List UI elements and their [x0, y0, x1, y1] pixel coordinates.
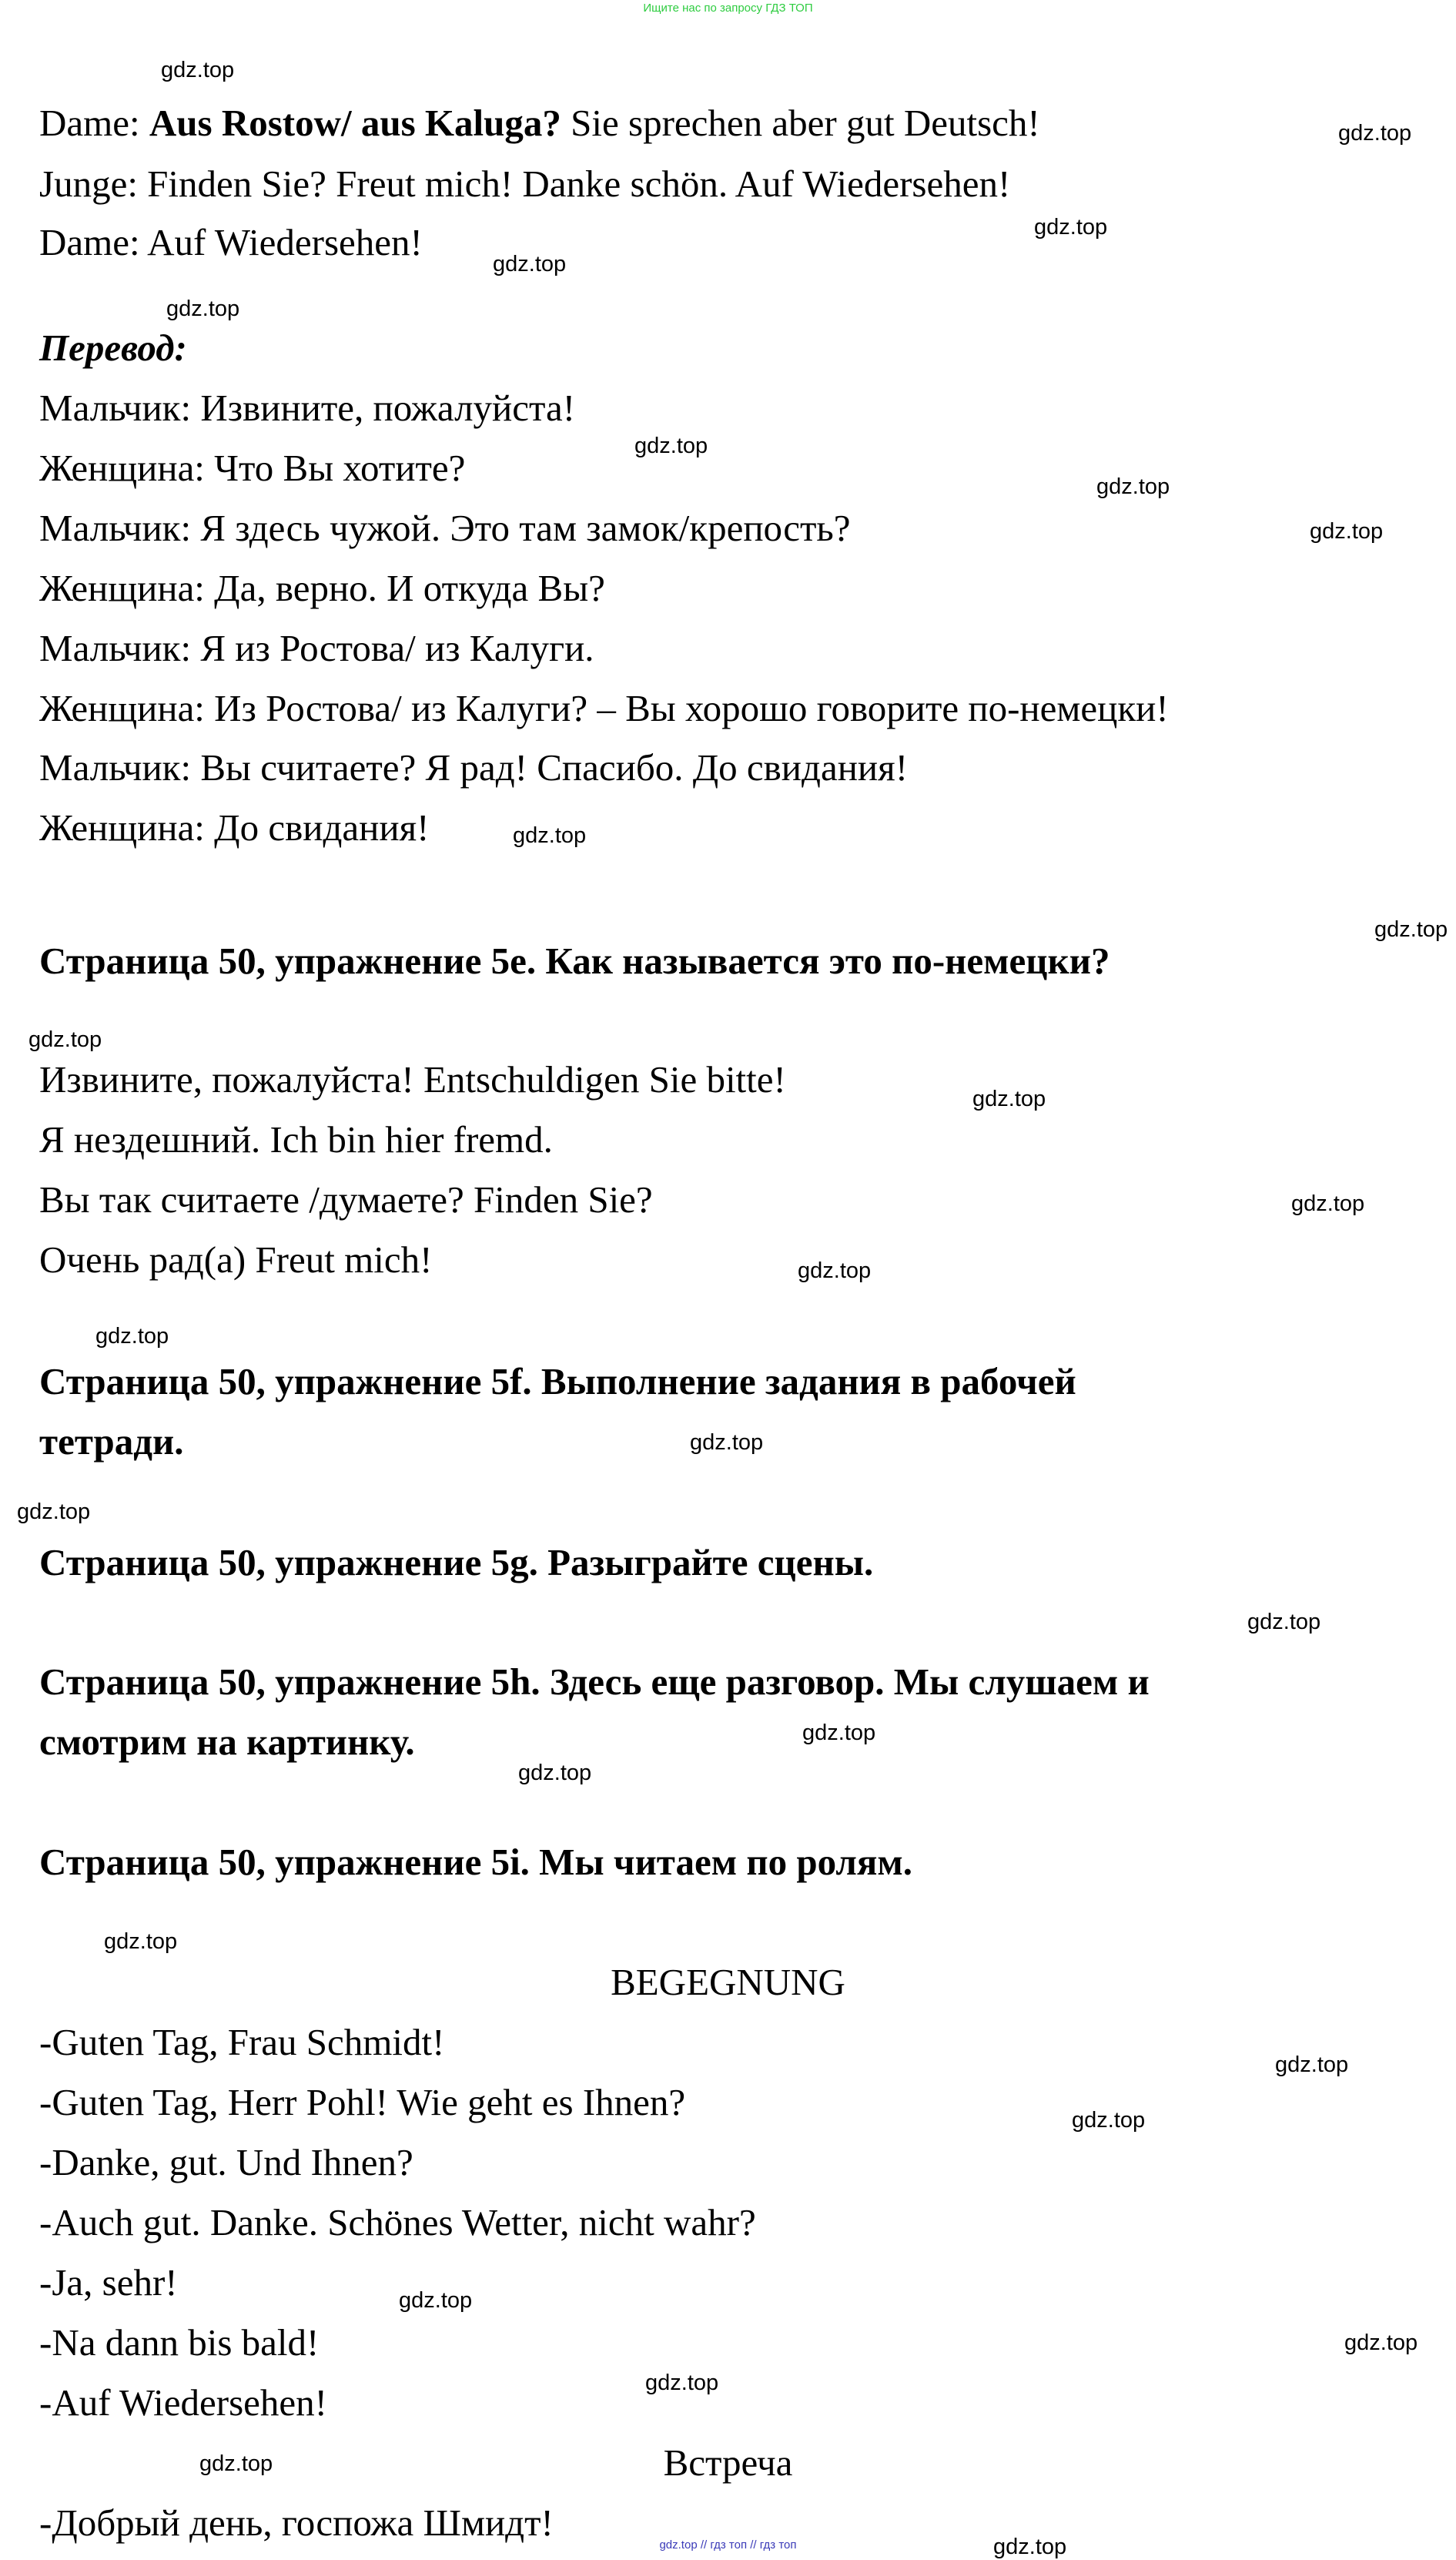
begegnung-line: -Na dann bis bald! [39, 2321, 320, 2364]
watermark: gdz.top [17, 1499, 91, 1524]
watermark: gdz.top [1072, 2108, 1146, 2133]
begegnung-line: -Auch gut. Danke. Schönes Wetter, nicht wahr? [39, 2201, 756, 2243]
translation-line: Мальчик: Извините, пожалуйста! [39, 387, 576, 429]
watermark: gdz.top [1291, 1191, 1365, 1216]
watermark: gdz.top [972, 1087, 1046, 1111]
watermark: gdz.top [518, 1761, 592, 1785]
watermark: gdz.top [1374, 917, 1448, 942]
dialogue-rest: Sie sprechen aber gut Deutsch! [561, 102, 1040, 144]
watermark: gdz.top [1034, 215, 1108, 240]
watermark: gdz.top [493, 252, 567, 276]
watermark: gdz.top [95, 1324, 169, 1349]
watermark: gdz.top [690, 1430, 764, 1455]
watermark: gdz.top [1247, 1610, 1321, 1634]
translation-line: Мальчик: Я из Ростова/ из Калуги. [39, 627, 594, 669]
watermark: gdz.top [28, 1027, 102, 1052]
watermark: gdz.top [513, 823, 587, 848]
translation-line: Женщина: Да, верно. И откуда Вы? [39, 567, 605, 609]
watermark: gdz.top [161, 58, 235, 82]
watermark: gdz.top [199, 2451, 273, 2476]
begegnung-line: -Guten Tag, Frau Schmidt! [39, 2021, 445, 2063]
watermark: gdz.top [1275, 2052, 1349, 2077]
watermark: gdz.top [166, 297, 240, 321]
vstrecha-line: -Добрый день, госпожа Шмидт! [39, 2501, 554, 2544]
watermark: gdz.top [798, 1258, 872, 1283]
dialogue-line-3: Dame: Auf Wiedersehen! [39, 221, 423, 263]
bold-phrase: Aus Rostow/ aus Kaluga? [149, 102, 561, 144]
ex5e-line: Очень рад(а) Freut mich! [39, 1238, 433, 1281]
dialogue-line-1 [39, 100, 1040, 146]
ex5e-line: Извините, пожалуйста! Entschuldigen Sie bitte! [39, 1058, 786, 1101]
ex5e-heading: Страница 50, упражнение 5e. Как называется это по-немецки? [39, 940, 1110, 982]
ex5h-heading-1: Страница 50, упражнение 5h. Здесь еще разговор. Мы слушаем и [39, 1660, 1150, 1703]
watermark: gdz.top [104, 1929, 178, 1954]
watermark: gdz.top [1344, 2330, 1418, 2355]
translation-line: Женщина: Из Ростова/ из Калуги? – Вы хорошо говорите по-немецки! [39, 687, 1169, 729]
ex5i-heading: Страница 50, упражнение 5i. Мы читаем по ролям. [39, 1841, 913, 1883]
watermark: gdz.top [634, 434, 708, 458]
translation-line: Мальчик: Вы считаете? Я рад! Спасибо. До свидания! [39, 746, 909, 789]
begegnung-title: BEGEGNUNG [611, 1961, 845, 2003]
begegnung-line: -Auf Wiedersehen! [39, 2381, 327, 2424]
begegnung-line: -Guten Tag, Herr Pohl! Wie geht es Ihnen? [39, 2081, 686, 2123]
translation-line: Мальчик: Я здесь чужой. Это там замок/крепость? [39, 507, 851, 549]
speaker-label: Dame: [39, 102, 140, 144]
ex5e-line: Вы так считаете /думаете? Finden Sie? [39, 1178, 653, 1221]
translation-line: Женщина: Что Вы хотите? [39, 447, 466, 489]
begegnung-line: -Danke, gut. Und Ihnen? [39, 2141, 413, 2183]
watermark: gdz.top [993, 2535, 1067, 2559]
translation-title: Перевод: [39, 327, 187, 369]
ex5f-heading-1: Страница 50, упражнение 5f. Выполнение задания в рабочей [39, 1360, 1076, 1402]
watermark: gdz.top [1338, 121, 1412, 146]
watermark: gdz.top [1096, 474, 1170, 499]
ex5h-heading-2: смотрим на картинку. [39, 1721, 415, 1763]
dialogue-line-2: Junge: Finden Sie? Freut mich! Danke schön. Auf Wiedersehen! [39, 163, 1011, 205]
vstrecha-title: Встреча [663, 2441, 793, 2484]
ex5g-heading: Страница 50, упражнение 5g. Разыграйте сцены. [39, 1541, 874, 1583]
top-banner: Ищите нас по запросу ГДЗ ТОП [643, 2, 813, 15]
begegnung-line: -Ja, sehr! [39, 2261, 178, 2304]
bottom-banner: gdz.top // гдз топ // гдз топ [659, 2538, 797, 2552]
ex5e-line: Я нездешний. Ich bin hier fremd. [39, 1118, 553, 1161]
watermark: gdz.top [802, 1721, 876, 1745]
translation-line: Женщина: До свидания! [39, 806, 430, 849]
watermark: gdz.top [399, 2288, 473, 2313]
watermark: gdz.top [1310, 519, 1384, 544]
ex5f-heading-2: тетради. [39, 1420, 184, 1463]
watermark: gdz.top [645, 2371, 719, 2395]
